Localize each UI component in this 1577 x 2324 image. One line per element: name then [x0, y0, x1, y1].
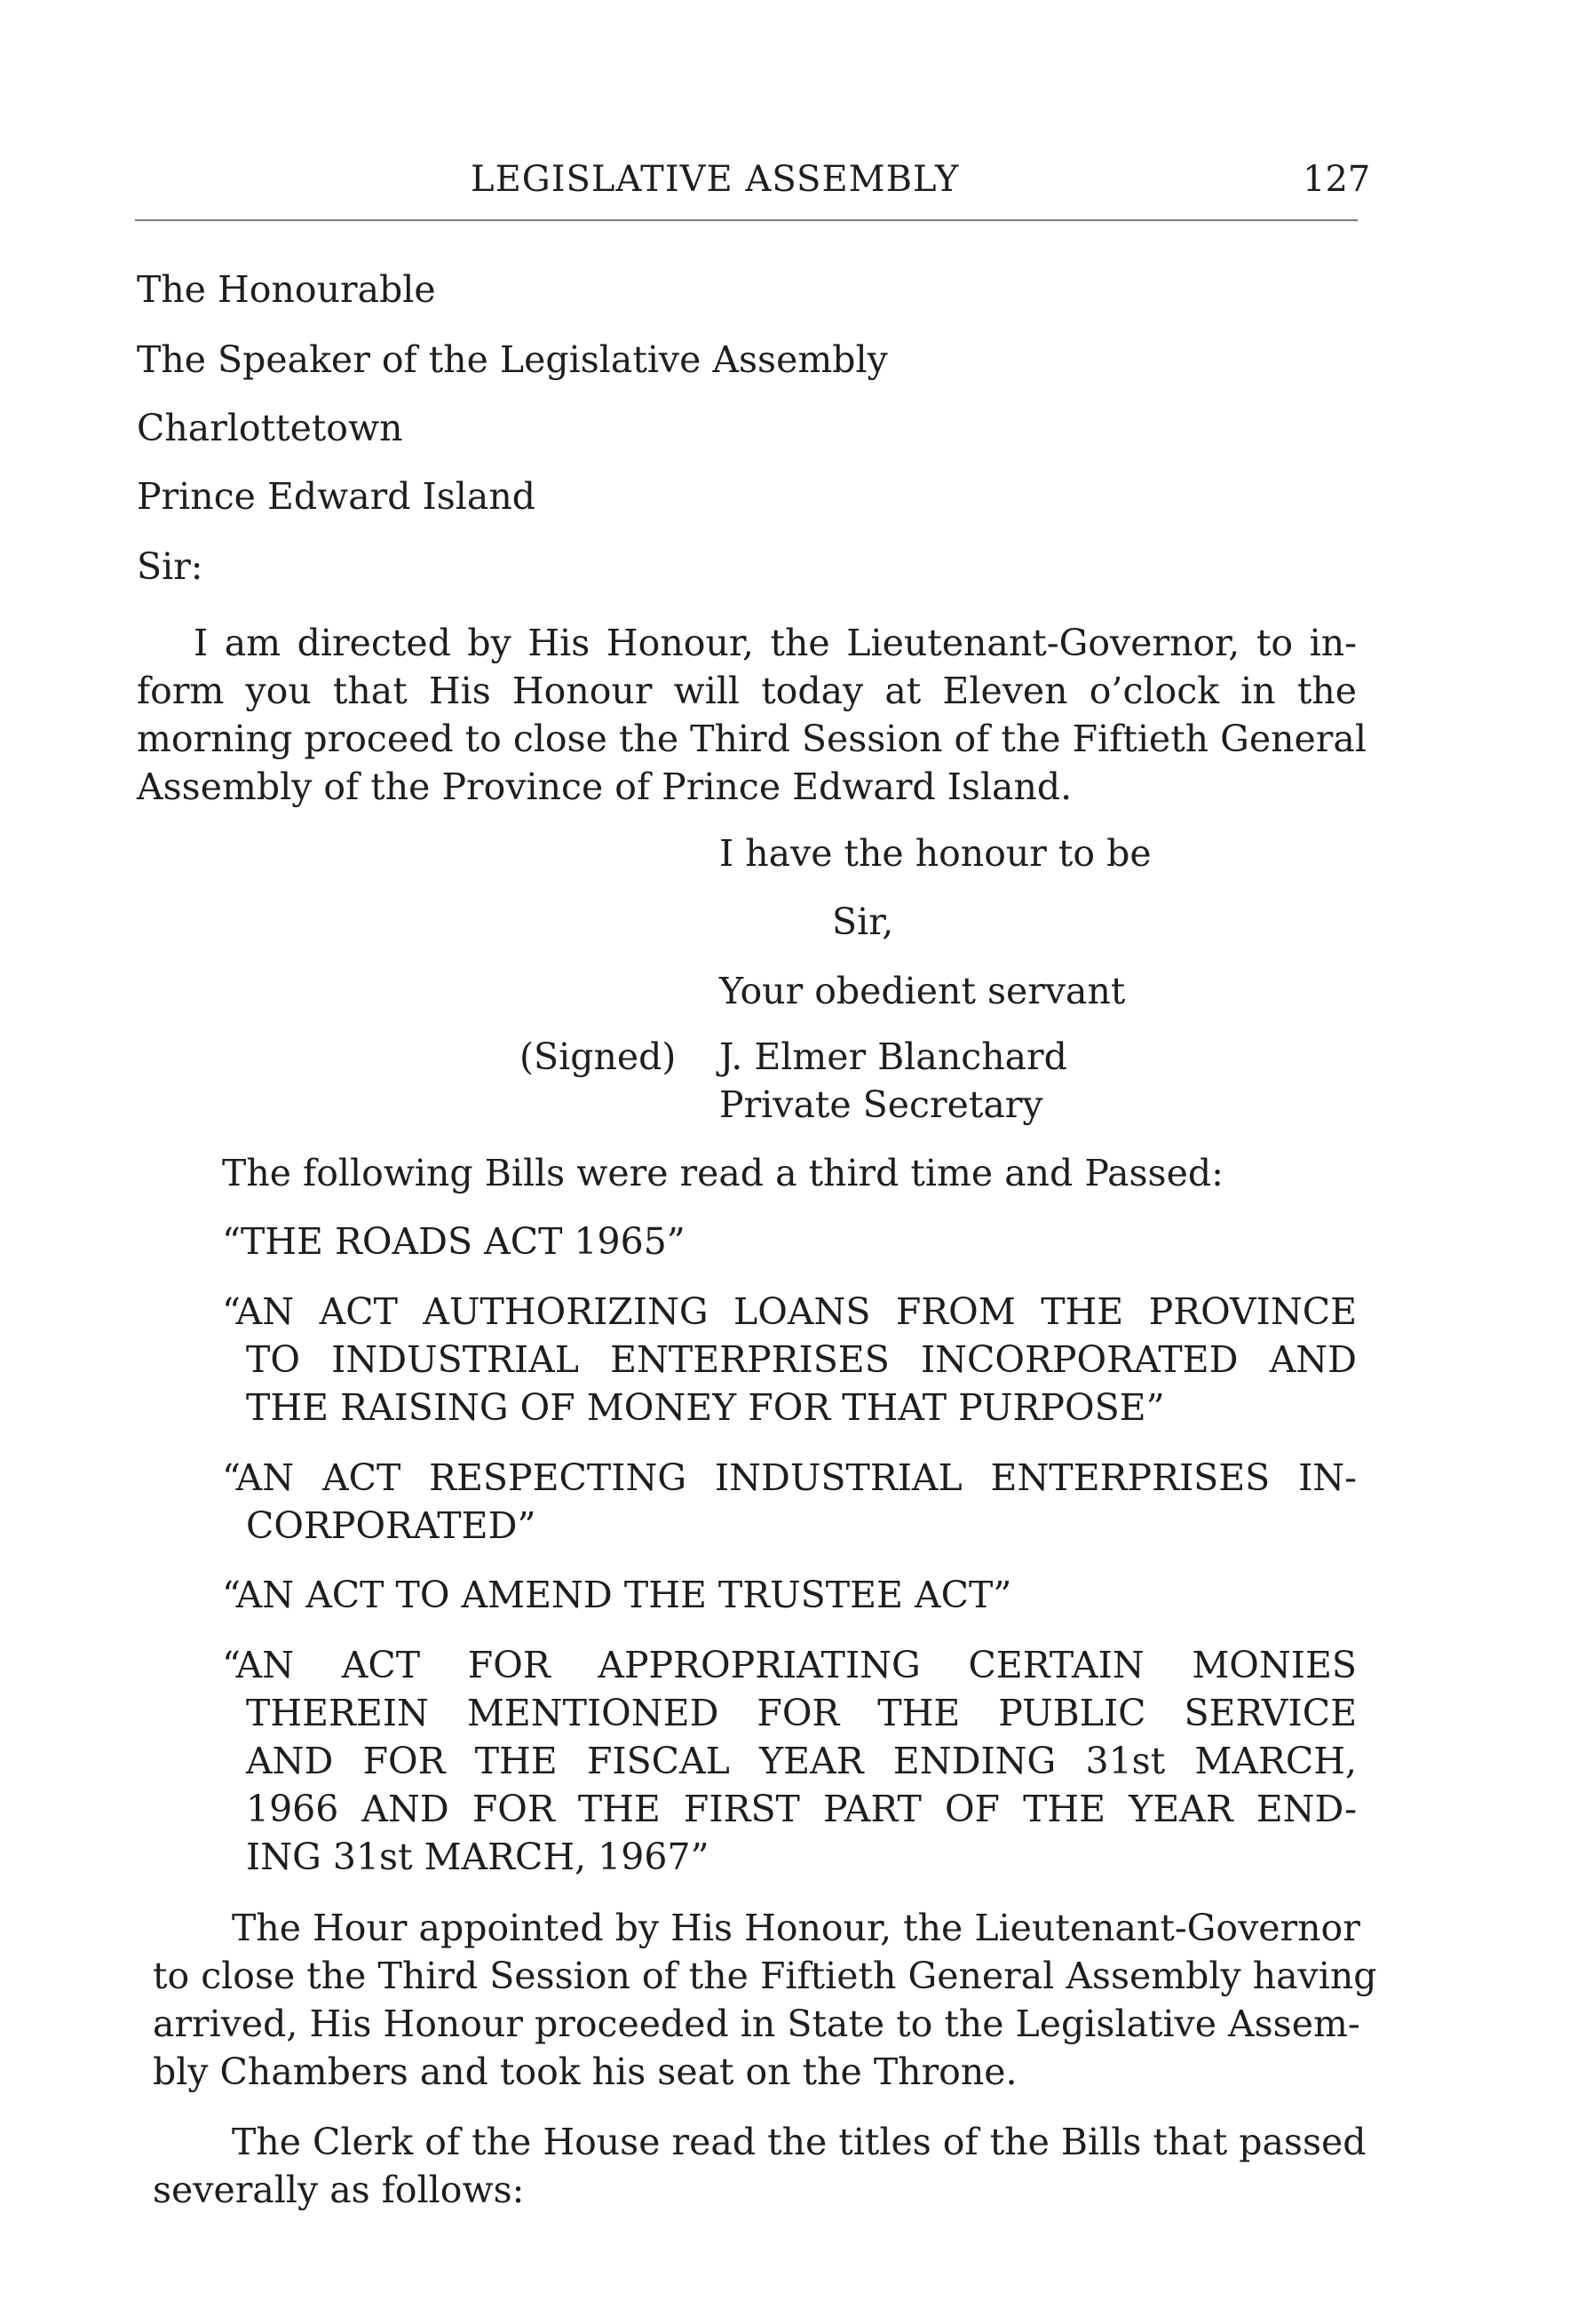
closing-line: Your obedient servant	[719, 970, 1126, 1012]
signer-name: J. Elmer Blanchard	[719, 1035, 1067, 1078]
address-line: Prince Edward Island	[137, 475, 535, 518]
running-header: LEGISLATIVE ASSEMBLY	[471, 159, 960, 200]
bill-title: TO INDUSTRIAL ENTERPRISES INCORPORATED AND	[246, 1338, 1357, 1381]
bills-intro: The following Bills were read a third time and Passed:	[222, 1152, 1224, 1194]
paragraph-line: The Hour appointed by His Honour, the Lieutenant-Governor	[232, 1907, 1360, 1949]
salutation: Sir:	[137, 545, 203, 588]
bill-title: 1966 AND FOR THE FIRST PART OF THE YEAR END-	[246, 1788, 1357, 1830]
paragraph-line: bly Chambers and took his seat on the Throne.	[153, 2050, 1018, 2093]
closing-line: Sir,	[832, 900, 894, 943]
bill-title: CORPORATED”	[246, 1504, 536, 1547]
paragraph-line: The Clerk of the House read the titles of the Bills that passed	[232, 2121, 1367, 2163]
paragraph-line: arrived, His Honour proceeded in State to the Legislative Assem-	[153, 2003, 1360, 2045]
letter-line: form you that His Honour will today at Eleven o’clock in the	[137, 670, 1357, 712]
bill-title: “AN ACT TO AMEND THE TRUSTEE ACT”	[222, 1574, 1012, 1616]
letter-line: morning proceed to close the Third Session of the Fiftieth General	[137, 718, 1367, 760]
paragraph-line: to close the Third Session of the Fiftieth General Assembly having	[153, 1955, 1377, 1997]
bill-title: “THE ROADS ACT 1965”	[222, 1220, 685, 1263]
address-line: The Speaker of the Legislative Assembly	[137, 338, 888, 381]
bill-title: “AN ACT FOR APPROPRIATING CERTAIN MONIES	[222, 1644, 1357, 1686]
bill-title: THE RAISING OF MONEY FOR THAT PURPOSE”	[246, 1386, 1165, 1429]
address-line: The Honourable	[137, 268, 436, 311]
bill-title: THEREIN MENTIONED FOR THE PUBLIC SERVICE	[246, 1692, 1357, 1734]
letter-line: Assembly of the Province of Prince Edward Island.	[137, 765, 1073, 808]
bill-title: “AN ACT RESPECTING INDUSTRIAL ENTERPRISES IN-	[222, 1456, 1357, 1499]
page-number: 127	[1303, 159, 1371, 200]
letter-line: I am directed by His Honour, the Lieutenant-Governor, to in-	[194, 622, 1357, 664]
signed-label: (Signed)	[519, 1035, 677, 1078]
bill-title: “AN ACT AUTHORIZING LOANS FROM THE PROVINCE	[222, 1290, 1357, 1333]
closing-line: I have the honour to be	[719, 832, 1152, 875]
bill-title: ING 31st MARCH, 1967”	[246, 1836, 709, 1878]
address-line: Charlottetown	[137, 407, 403, 449]
paragraph-line: severally as follows:	[153, 2169, 525, 2211]
header-rule	[135, 219, 1358, 221]
signer-title: Private Secretary	[719, 1083, 1043, 1126]
bill-title: AND FOR THE FISCAL YEAR ENDING 31st MARCH,	[246, 1740, 1357, 1782]
